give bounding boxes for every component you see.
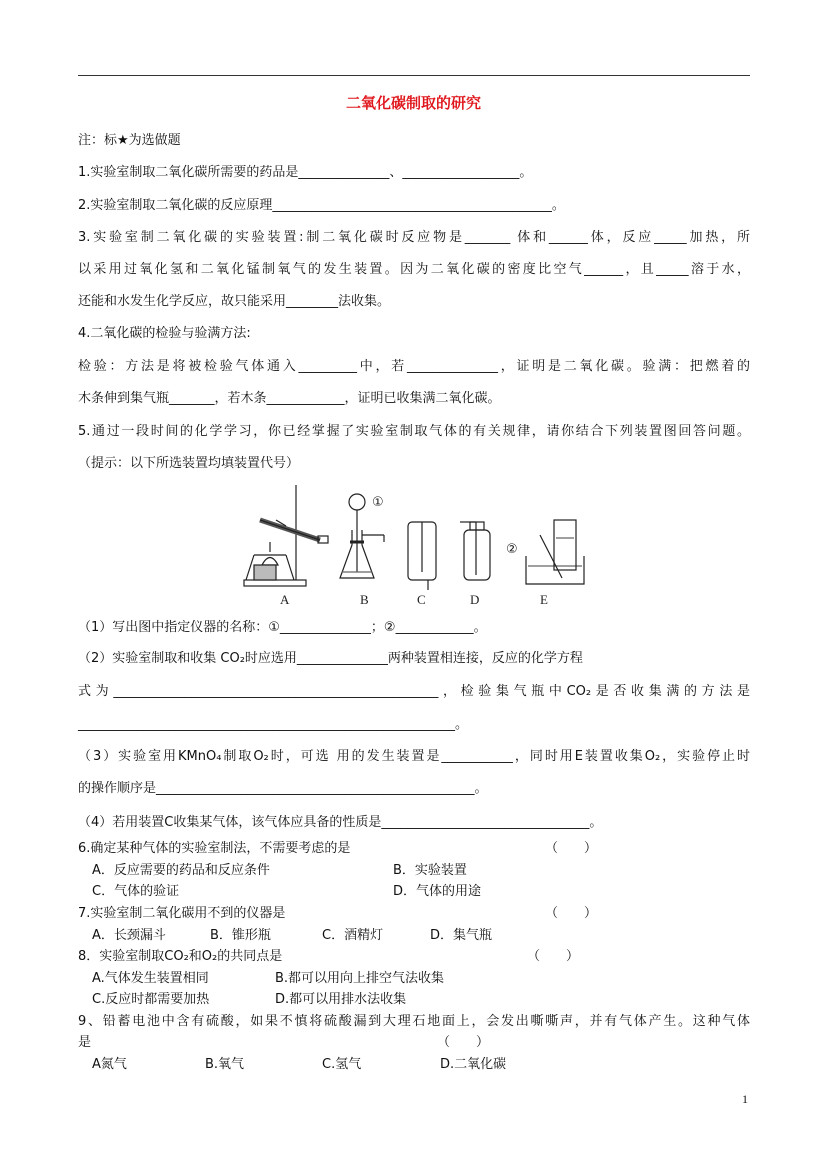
question-4-heading: 4.二氧化碳的检验与验满方法: bbox=[78, 326, 251, 341]
question-5-line-1: 5.通过一段时间的化学学习，你已经掌握了实验室制取气体的有关规律，请你结合下列装置图回答问题。 bbox=[78, 424, 750, 439]
question-9-option-b: B.氧气 bbox=[205, 1057, 245, 1072]
question-6-option-d: D．气体的用途 bbox=[393, 884, 482, 899]
question-9-stem-line-2: 是 bbox=[78, 1035, 92, 1050]
question-7-option-d: D．集气瓶 bbox=[430, 928, 493, 943]
question-4-line-1: 检验：方法是将被检验气体通入_________中，若______________，证明是二氧化碳。验满：把燃着的 bbox=[78, 359, 750, 374]
label-e: E bbox=[540, 592, 548, 607]
question-7-option-a: A．长颈漏斗 bbox=[92, 928, 166, 943]
apparatus-figure bbox=[240, 480, 590, 610]
page-number: 1 bbox=[742, 1092, 748, 1106]
label-d: D bbox=[470, 592, 480, 607]
question-3-line-1: 3.实验室制二氧化碳的实验装置:制二氧化碳时反应物是_______ 体和______体，反应_____加热，所 bbox=[78, 230, 750, 245]
apparatus-a bbox=[244, 485, 328, 586]
apparatus-d bbox=[460, 522, 490, 580]
label-a: A bbox=[280, 592, 290, 607]
question-9-option-c: C.氢气 bbox=[322, 1057, 362, 1072]
question-7-answer: （ ） bbox=[545, 906, 598, 921]
question-2: 2.实验室制取二氧化碳的反应原理___________________________________________。 bbox=[78, 198, 565, 213]
question-9-answer: （ ） bbox=[437, 1035, 490, 1050]
question-5-hint: （提示：以下所选装置均填装置代号） bbox=[78, 456, 300, 471]
apparatus-c bbox=[408, 522, 436, 590]
question-6-stem: 6.确定某种气体的实验室制法，不需要考虑的是 bbox=[78, 841, 351, 856]
question-6-option-c: C．气体的验证 bbox=[92, 884, 180, 899]
question-5-3-line-1: （3）实验室用KMnO₄制取O₂时，可选 用的发生装置是___________，同时用E装置收集O₂，实验停止时 bbox=[78, 749, 750, 764]
question-1: 1.实验室制取二氧化碳所需要的药品是______________、__________________。 bbox=[78, 165, 533, 180]
question-8-option-d: D.都可以用排水法收集 bbox=[275, 992, 407, 1007]
question-9-stem-line-1: 9、铅蓄电池中含有硫酸，如果不慎将硫酸漏到大理石地面上，会发出嘶嘶声，并有气体产生。这种气体 bbox=[78, 1014, 750, 1029]
apparatus-e bbox=[526, 520, 584, 584]
question-9-option-d: D.二氧化碳 bbox=[440, 1057, 507, 1072]
question-5-2-line-1: （2）实验室制取和收集 CO₂时应选用______________两种装置相连接，反应的化学方程 bbox=[78, 651, 583, 666]
question-7-stem: 7.实验室制二氧化碳用不到的仪器是 bbox=[78, 906, 286, 921]
question-8-option-a: A.气体发生装置相同 bbox=[92, 971, 209, 986]
question-8-stem: 8．实验室制取CO₂和O₂的共同点是 bbox=[78, 949, 283, 964]
question-4-line-2: 木条伸到集气瓶_______，若木条____________，证明已收集满二氧化碳。 bbox=[78, 391, 501, 406]
question-8-option-b: B.都可以用向上排空气法收集 bbox=[275, 971, 445, 986]
note-line: 注：标★为选做题 bbox=[78, 133, 181, 148]
label-c: C bbox=[417, 592, 426, 607]
question-5-1: （1）写出图中指定仪器的名称：①______________；②____________。 bbox=[78, 620, 487, 635]
question-5-3-line-2: 的操作顺序是_________________________________________________。 bbox=[78, 781, 488, 796]
question-5-2-line-2: 式为__________________________________________________，检验集气瓶中CO₂是否收集满的方法是 bbox=[78, 684, 750, 699]
question-3-line-2: 以采用过氧化氢和二氧化锰制氧气的发生装置。因为二氧化碳的密度比空气______，且_____溶于水， bbox=[78, 262, 750, 277]
marker-2: ② bbox=[506, 542, 518, 557]
question-6-option-b: B．实验装置 bbox=[393, 863, 467, 878]
question-5-2-line-3: __________________________________________________________。 bbox=[78, 717, 468, 732]
question-9-option-a: A氮气 bbox=[92, 1057, 127, 1072]
question-8-answer: （ ） bbox=[527, 949, 580, 964]
question-5-4: （4）若用装置C收集某气体，该气体应具备的性质是________________________________。 bbox=[78, 815, 603, 830]
label-b: B bbox=[360, 592, 369, 607]
header-rule bbox=[78, 75, 750, 76]
page-title: 二氧化碳制取的研究 bbox=[345, 94, 481, 112]
question-7-option-c: C．酒精灯 bbox=[322, 928, 384, 943]
question-7-option-b: B．锥形瓶 bbox=[210, 928, 271, 943]
marker-1: ① bbox=[372, 495, 384, 510]
question-8-option-c: C.反应时都需要加热 bbox=[92, 992, 210, 1007]
question-6-option-a: A．反应需要的药品和反应条件 bbox=[92, 863, 270, 878]
question-6-answer: （ ） bbox=[545, 841, 598, 856]
question-3-line-3: 还能和水发生化学反应，故只能采用________法收集。 bbox=[78, 294, 391, 309]
